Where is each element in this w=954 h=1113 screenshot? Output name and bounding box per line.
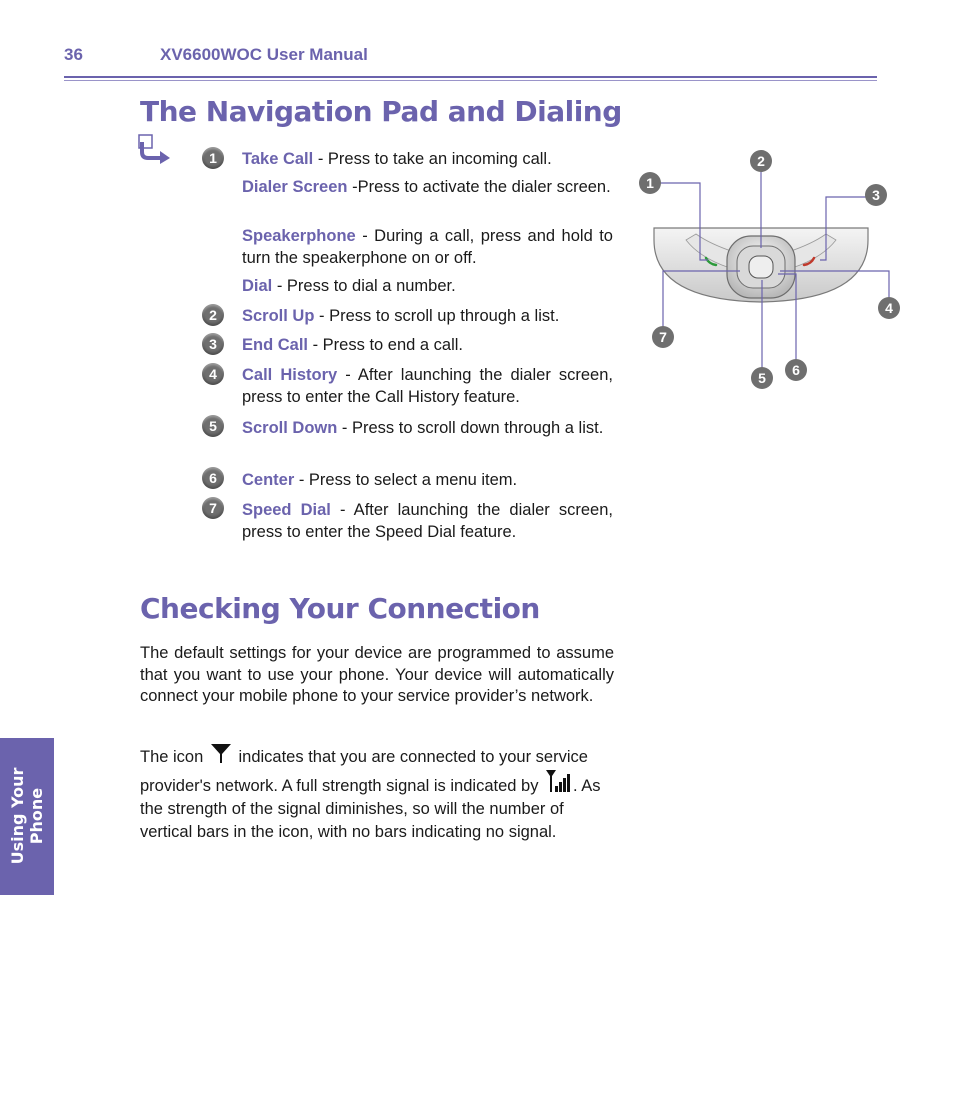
callout-badge-6: 6	[202, 467, 224, 489]
diagram-callout-2	[750, 150, 772, 172]
diagram-callout-1	[639, 172, 661, 194]
diagram-callout-3	[865, 184, 887, 206]
item-term: End Call	[242, 336, 309, 354]
para-text: indicates that you are connected to your service provider's network. A full strength signal is indicated by	[140, 748, 588, 795]
callout-badge-2: 2	[202, 304, 224, 326]
callout-badge-7: 7	[202, 497, 224, 519]
diagram-callout-4	[878, 297, 900, 319]
item-text: - During a call, press and hold to turn the speakerphone on or off.	[242, 227, 613, 267]
callout-badge-5: 5	[202, 415, 224, 437]
list-item	[242, 417, 613, 439]
section-title-checking-connection: Checking Your Connection	[140, 592, 540, 625]
item-term: Dial	[242, 277, 273, 295]
item-term: Scroll Up	[242, 307, 315, 325]
side-tab	[0, 738, 54, 895]
item-term: Dialer Screen	[242, 178, 348, 196]
center-button	[749, 256, 773, 278]
list-item	[242, 469, 613, 491]
item-term: Speakerphone	[242, 227, 356, 245]
item-text: - Press to take an incoming call.	[313, 150, 552, 168]
section-title-navigation-pad: The Navigation Pad and Dialing	[140, 95, 622, 128]
callout-badge-1: 1	[202, 147, 224, 169]
diagram-callout-7	[652, 326, 674, 348]
item-term: Speed Dial	[242, 501, 331, 519]
header-rule	[64, 76, 877, 78]
full-signal-icon	[545, 769, 571, 793]
item-term: Center	[242, 471, 295, 489]
diagram-callout-5	[751, 367, 773, 389]
item-text: - Press to end a call.	[308, 336, 464, 354]
manual-title: XV6600WOC User Manual	[160, 45, 368, 64]
svg-text:2: 2	[757, 153, 765, 169]
item-text: - Press to scroll up through a list.	[314, 307, 560, 325]
list-item	[242, 364, 613, 408]
diagram-callout-6	[785, 359, 807, 381]
item-text: - After launching the dialer screen, press to enter the Call History feature.	[242, 366, 613, 406]
item-term: Scroll Down	[242, 419, 338, 437]
list-item	[242, 334, 613, 356]
svg-text:4: 4	[885, 300, 893, 316]
svg-text:6: 6	[792, 362, 800, 378]
antenna-icon	[210, 742, 232, 764]
callout-badge-4: 4	[202, 363, 224, 385]
svg-text:7: 7	[659, 329, 667, 345]
item-text: -Press to activate the dialer screen.	[347, 178, 611, 196]
para-text: . As the strength of the signal diminishes, so will the number of vertical bars in the icon, with no bars indicating no signal.	[140, 777, 601, 841]
list-item	[242, 176, 613, 198]
list-item	[242, 275, 613, 297]
list-item	[242, 148, 613, 170]
header-rule-thin	[64, 80, 877, 81]
page-number: 36	[64, 45, 83, 64]
list-item	[242, 305, 613, 327]
item-text: - Press to scroll down through a list.	[337, 419, 604, 437]
item-term: Call History	[242, 366, 338, 384]
svg-text:5: 5	[758, 370, 766, 386]
list-item	[242, 225, 613, 269]
item-text: - Press to dial a number.	[272, 277, 456, 295]
side-tab-label: Using Your Phone	[8, 767, 46, 865]
paragraph-signal-icon	[140, 742, 614, 844]
navigation-pad-diagram	[630, 140, 910, 400]
item-text: - Press to select a menu item.	[294, 471, 518, 489]
para-text: The icon	[140, 748, 204, 766]
arrow-icon	[138, 134, 172, 164]
list-item	[242, 499, 613, 543]
paragraph-default-settings: The default settings for your device are programmed to assume that you want to use your phone. Your device will automatically connect your mobile phone to your service provider’s network.	[140, 644, 614, 705]
item-text: - After launching the dialer screen, press to enter the Speed Dial feature.	[242, 501, 613, 541]
svg-text:3: 3	[872, 187, 880, 203]
svg-text:1: 1	[646, 175, 654, 191]
item-term: Take Call	[242, 150, 314, 168]
callout-badge-3: 3	[202, 333, 224, 355]
